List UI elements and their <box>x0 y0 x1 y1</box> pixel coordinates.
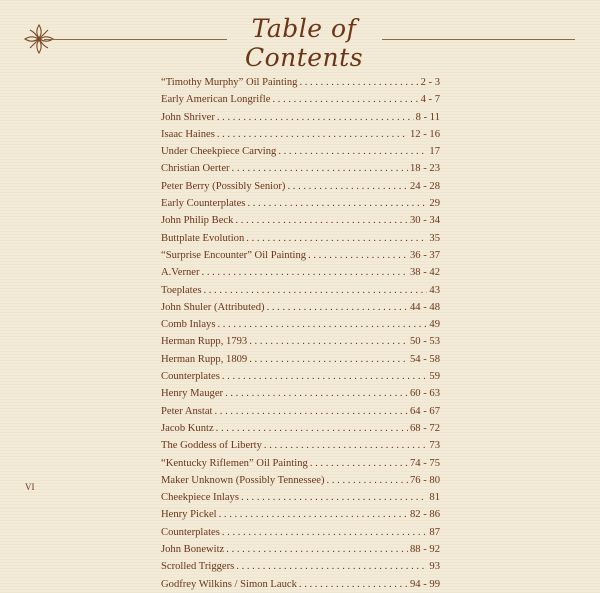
toc-entry[interactable] <box>161 160 440 177</box>
toc-entry-title: Herman Rupp, 1793 <box>161 336 248 348</box>
toc-entry-title: Counterplates <box>161 526 220 538</box>
toc-entry-pages: 17 <box>429 146 440 158</box>
toc-entry-pages: 35 <box>429 232 440 244</box>
toc-entry[interactable] <box>161 143 440 160</box>
dot-leader <box>249 333 408 350</box>
toc-entry[interactable] <box>161 368 440 385</box>
dot-leader <box>232 160 408 177</box>
toc-entry[interactable] <box>161 385 440 402</box>
toc-entry[interactable] <box>161 282 440 299</box>
dot-leader <box>267 299 408 316</box>
toc-entry-title: John Shriver <box>161 111 215 123</box>
toc-entry-title: John Philip Beck <box>161 215 234 227</box>
toc-entry-pages: 74 - 75 <box>409 457 440 469</box>
toc-entry-pages: 54 - 58 <box>409 353 440 365</box>
table-of-contents-list <box>161 74 440 593</box>
toc-entry-pages: 87 <box>429 526 440 538</box>
toc-entry[interactable] <box>161 351 440 368</box>
dot-leader <box>278 143 427 160</box>
toc-entry-title: John Bonewitz <box>161 544 225 556</box>
dot-leader <box>226 541 408 558</box>
toc-entry-pages: 73 <box>429 440 440 452</box>
toc-entry-title: Maker Unknown (Possibly Tennessee) <box>161 474 325 486</box>
toc-entry[interactable] <box>161 74 440 91</box>
toc-entry-pages: 68 - 72 <box>409 422 440 434</box>
toc-entry-title: Jacob Kuntz <box>161 422 214 434</box>
toc-entry[interactable] <box>161 230 440 247</box>
toc-entry-title: Godfrey Wilkins / Simon Lauck <box>161 578 297 590</box>
header-rule-left <box>44 39 227 40</box>
toc-entry-pages: 49 <box>429 319 440 331</box>
toc-entry-title: John Shuler (Attributed) <box>161 301 265 313</box>
toc-entry[interactable] <box>161 247 440 264</box>
toc-entry[interactable] <box>161 420 440 437</box>
toc-entry-title: Early Counterplates <box>161 198 246 210</box>
dot-leader <box>327 472 408 489</box>
dot-leader <box>219 506 408 523</box>
toc-entry[interactable] <box>161 178 440 195</box>
toc-entry-title: Christian Oerter <box>161 163 230 175</box>
toc-entry-title: Cheekpiece Inlays <box>161 492 239 504</box>
dot-leader <box>310 455 408 472</box>
toc-entry-pages: 8 - 11 <box>415 111 440 123</box>
toc-entry-pages: 59 <box>429 371 440 383</box>
toc-entry[interactable] <box>161 195 440 212</box>
toc-entry[interactable] <box>161 91 440 108</box>
toc-entry[interactable] <box>161 558 440 575</box>
dot-leader <box>236 558 427 575</box>
toc-entry-pages: 30 - 34 <box>409 215 440 227</box>
dot-leader <box>247 195 427 212</box>
toc-entry-pages: 76 - 80 <box>409 474 440 486</box>
toc-entry-pages: 50 - 53 <box>409 336 440 348</box>
toc-entry[interactable] <box>161 506 440 523</box>
dot-leader <box>222 368 428 385</box>
dot-leader <box>216 420 408 437</box>
toc-entry[interactable] <box>161 264 440 281</box>
toc-entry-title: Comb Inlays <box>161 319 216 331</box>
toc-entry-pages: 82 - 86 <box>409 509 440 521</box>
dot-leader <box>222 524 428 541</box>
toc-entry-pages: 94 - 99 <box>409 578 440 590</box>
toc-entry[interactable] <box>161 126 440 143</box>
page-title: Table of Contents <box>244 14 364 72</box>
toc-entry[interactable] <box>161 299 440 316</box>
toc-entry-pages: 12 - 16 <box>409 128 440 140</box>
dot-leader <box>287 178 408 195</box>
toc-entry-title: Isaac Haines <box>161 128 215 140</box>
toc-entry-pages: 24 - 28 <box>409 180 440 192</box>
toc-entry[interactable] <box>161 472 440 489</box>
toc-entry-title: Scrolled Triggers <box>161 561 235 573</box>
dot-leader <box>272 91 418 108</box>
toc-entry-title: Under Cheekpiece Carving <box>161 146 277 158</box>
dot-leader <box>299 576 408 593</box>
toc-entry-pages: 64 - 67 <box>409 405 440 417</box>
dot-leader <box>246 230 427 247</box>
toc-entry-title: Peter Anstat <box>161 405 213 417</box>
toc-entry-title: Peter Berry (Possibly Senior) <box>161 180 286 192</box>
dot-leader <box>299 74 418 91</box>
toc-entry-pages: 38 - 42 <box>409 267 440 279</box>
toc-entry-pages: 81 <box>429 492 440 504</box>
toc-entry-title: Henry Pickel <box>161 509 217 521</box>
toc-entry[interactable] <box>161 403 440 420</box>
dot-leader <box>217 316 427 333</box>
dot-leader <box>264 437 427 454</box>
toc-entry[interactable] <box>161 455 440 472</box>
toc-entry-title: Counterplates <box>161 371 220 383</box>
toc-entry-title: The Goddess of Liberty <box>161 440 262 452</box>
toc-entry-title: “Timothy Murphy” Oil Painting <box>161 77 298 88</box>
toc-entry-title: “Surprise Encounter” Oil Painting <box>161 249 307 261</box>
toc-entry-pages: 18 - 23 <box>409 163 440 175</box>
toc-entry-title: Buttplate Evolution <box>161 232 245 244</box>
toc-entry-pages: 93 <box>429 561 440 573</box>
toc-entry-pages: 60 - 63 <box>409 388 440 400</box>
toc-entry-pages: 44 - 48 <box>409 301 440 313</box>
dot-leader <box>202 264 408 281</box>
dot-leader <box>308 247 408 264</box>
toc-entry-pages: 2 - 3 <box>420 77 440 88</box>
toc-entry-pages: 29 <box>429 198 440 210</box>
toc-entry[interactable] <box>161 437 440 454</box>
toc-entry-title: Henry Mauger <box>161 388 224 400</box>
toc-entry[interactable] <box>161 333 440 350</box>
toc-entry[interactable] <box>161 541 440 558</box>
toc-entry[interactable] <box>161 489 440 506</box>
page-header <box>0 0 600 80</box>
toc-entry-pages: 88 - 92 <box>409 544 440 556</box>
dot-leader <box>217 126 408 143</box>
toc-entry-title: Early American Longrifle <box>161 94 271 106</box>
toc-entry-title: Toeplates <box>161 284 202 296</box>
dot-leader <box>215 403 408 420</box>
dot-leader <box>241 489 427 506</box>
toc-entry-pages: 4 - 7 <box>420 94 440 106</box>
toc-entry-pages: 43 <box>429 284 440 296</box>
toc-entry-title: Herman Rupp, 1809 <box>161 353 248 365</box>
dot-leader <box>203 282 427 299</box>
toc-entry-pages: 36 - 37 <box>409 249 440 261</box>
toc-entry-title: “Kentucky Riflemen” Oil Painting <box>161 457 308 469</box>
toc-entry[interactable] <box>161 524 440 541</box>
toc-entry[interactable] <box>161 212 440 229</box>
toc-entry[interactable] <box>161 109 440 126</box>
toc-entry[interactable] <box>161 576 440 593</box>
dot-leader <box>217 109 414 126</box>
page-number: VI <box>25 482 35 492</box>
toc-entry[interactable] <box>161 316 440 333</box>
dot-leader <box>235 212 408 229</box>
toc-entry-title: A.Verner <box>161 267 200 279</box>
dot-leader <box>225 385 408 402</box>
header-rule-right <box>382 39 575 40</box>
dot-leader <box>249 351 408 368</box>
